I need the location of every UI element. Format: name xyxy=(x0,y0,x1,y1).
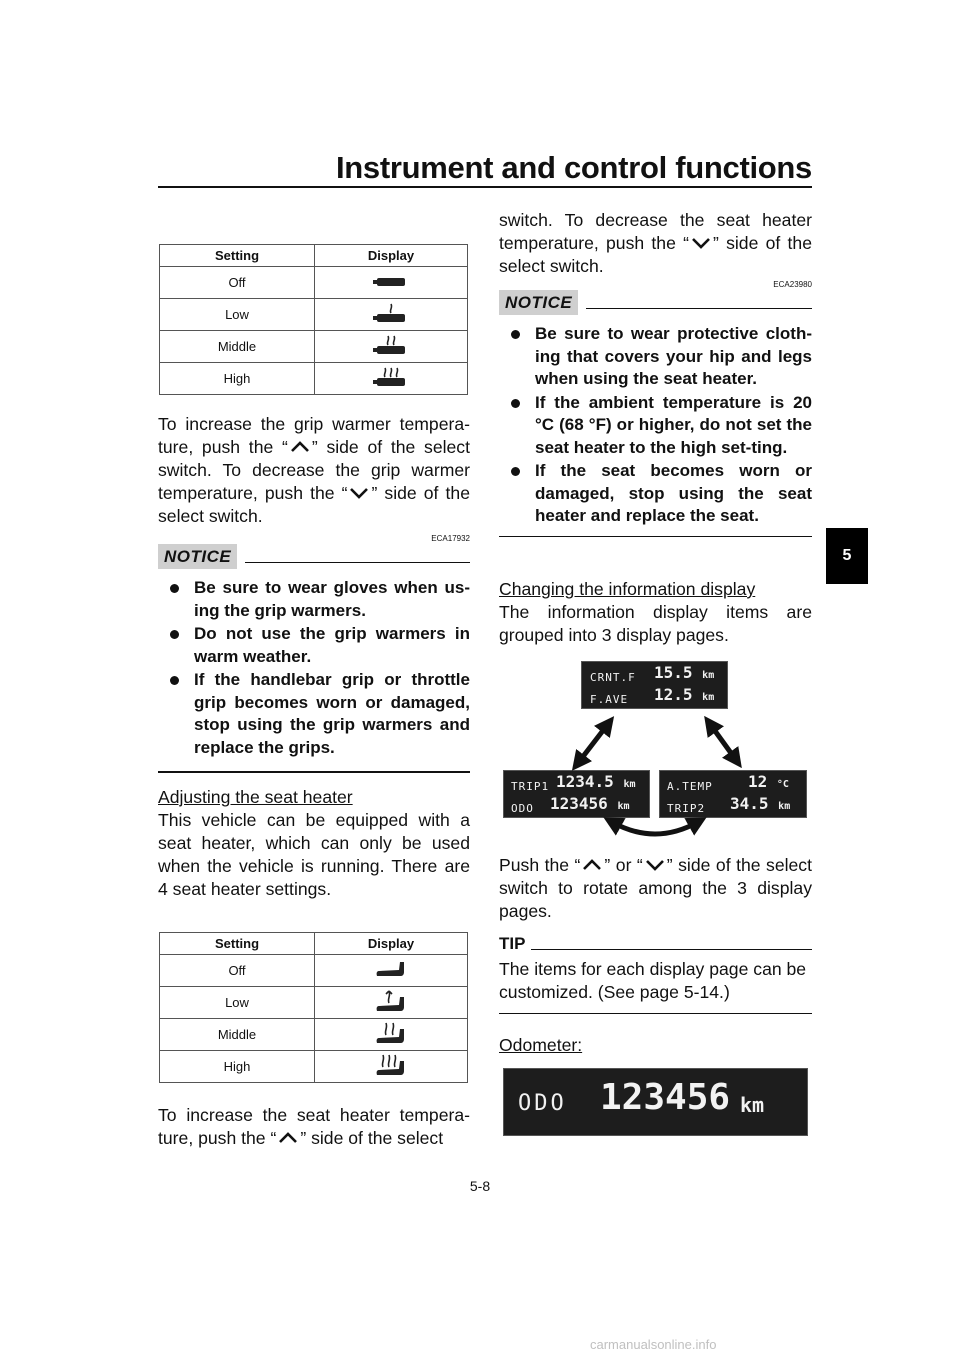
lcd-unit: km xyxy=(702,670,715,681)
table-row xyxy=(160,331,468,363)
notice-item: Be sure to wear gloves when us-ing the grip warmers. xyxy=(158,577,470,622)
table-row xyxy=(160,987,468,1019)
lcd-unit: km xyxy=(778,801,791,812)
setting-cell: Off xyxy=(160,267,315,299)
title-rule xyxy=(158,186,812,188)
chapter-tab: 5 xyxy=(826,528,868,584)
notice-grip xyxy=(158,534,470,773)
page-title: Instrument and control functions xyxy=(335,150,812,185)
lcd-value: 15.5 xyxy=(654,663,693,682)
tip-rule xyxy=(531,949,812,950)
chevron-down-icon xyxy=(347,485,371,501)
lcd-label: TRIP2 xyxy=(667,802,706,815)
grip-middle-icon xyxy=(371,333,411,357)
notice-badge: NOTICE xyxy=(158,544,237,569)
section-body: This vehicle can be equipped with a seat heater, which can only be used when the vehicle is running. There are 4 seat heater settings. xyxy=(158,810,470,899)
setting-cell: Low xyxy=(160,299,315,331)
tip-body: The items for each display page can be customized. (See page 5-14.) xyxy=(499,959,807,1002)
seat-heater-table xyxy=(159,932,468,1083)
lcd-label: TRIP1 xyxy=(511,780,550,793)
lcd-unit: km xyxy=(617,801,630,812)
grip-warmer-table xyxy=(159,244,468,395)
notice-end-rule xyxy=(499,536,812,538)
lcd-unit: °C xyxy=(776,779,789,790)
setting-cell: Middle xyxy=(160,331,315,363)
section-heading: Adjusting the seat heater xyxy=(158,787,353,807)
info-display-section xyxy=(499,578,812,647)
lcd-value: 34.5 xyxy=(730,794,769,813)
setting-cell: High xyxy=(160,1051,315,1083)
seat-high-icon xyxy=(371,1051,411,1079)
seat-text-part: ” side of the select switch. xyxy=(499,233,812,276)
seat-instructions-right xyxy=(499,209,812,278)
notice-code: ECA23980 xyxy=(773,280,812,289)
lcd-value: 123456 xyxy=(550,794,608,813)
seat-middle-icon xyxy=(371,1019,411,1047)
notice-badge: NOTICE xyxy=(499,290,578,315)
chevron-up-icon xyxy=(276,1130,300,1146)
notice-item: If the handlebar grip or throttle grip becomes worn or damaged, stop using the grip warmers and replace the grips. xyxy=(158,669,470,759)
grip-text-part: To increase the grip warmer tempera-ture, push the “ xyxy=(158,414,470,457)
lcd-value: 12 xyxy=(748,772,768,791)
setting-cell: Low xyxy=(160,987,315,1019)
chevron-down-icon xyxy=(689,235,713,251)
notice-seat xyxy=(499,280,812,537)
grip-text-part: ” side of the select switch. To decrease the grip warmer temperature, push the “ xyxy=(158,437,470,503)
rotation-arrows-icon xyxy=(560,708,750,843)
section-heading: Changing the information display xyxy=(499,579,756,599)
seat-text-part: ” side of the select xyxy=(300,1128,444,1148)
seat-text-part: To increase the seat heater tempera-ture, push the “ xyxy=(158,1105,470,1148)
lcd-unit: km xyxy=(623,779,636,790)
watermark: carmanualsonline.info xyxy=(590,1337,717,1352)
chevron-down-icon xyxy=(643,857,667,873)
table-row xyxy=(160,955,468,987)
table-row xyxy=(160,299,468,331)
setting-cell: Middle xyxy=(160,1019,315,1051)
section-body: The information display items are grouped into 3 display pages. xyxy=(499,602,812,645)
table-header: Display xyxy=(315,245,468,267)
rotate-text-part: ” or “ xyxy=(604,855,643,875)
notice-item: Be sure to wear protective cloth-ing that covers your hip and legs when using the seat heater. xyxy=(499,323,812,391)
tip-box xyxy=(499,934,812,1014)
grip-instructions xyxy=(158,413,470,528)
lcd-value: 12.5 xyxy=(654,685,693,704)
table-row xyxy=(160,363,468,395)
seat-instructions-left xyxy=(158,1104,470,1150)
rotate-instructions xyxy=(499,854,812,923)
chevron-up-icon xyxy=(580,857,604,873)
notice-item: Do not use the grip warmers in warm weather. xyxy=(158,623,470,668)
lcd-label: ODO xyxy=(511,802,534,815)
setting-cell: Off xyxy=(160,955,315,987)
odo-value: 123456 xyxy=(600,1077,731,1118)
odo-unit: km xyxy=(740,1093,765,1117)
odo-label: ODO xyxy=(518,1091,567,1116)
tip-end-rule xyxy=(499,1013,812,1014)
page-number: 5-8 xyxy=(469,1178,491,1194)
notice-code: ECA17932 xyxy=(431,534,470,543)
table-header: Display xyxy=(315,933,468,955)
grip-text-part: ” side of the select switch. xyxy=(158,483,470,526)
notice-item: If the seat becomes worn or damaged, stop using the seat heater and replace the seat. xyxy=(499,460,812,528)
notice-end-rule xyxy=(158,771,470,773)
lcd-label: A.TEMP xyxy=(667,780,713,793)
seat-low-icon xyxy=(371,987,411,1015)
odometer-heading-wrap xyxy=(499,1034,812,1057)
odometer-display xyxy=(503,1068,808,1136)
seat-text-part: switch. To decrease the seat heater temperature, push the “ xyxy=(499,210,812,253)
rotate-text-part: Push the “ xyxy=(499,855,581,875)
rotate-text-part: ” side of the select switch to rotate among the 3 display pages. xyxy=(499,855,812,921)
lcd-value: 1234.5 xyxy=(556,772,614,791)
lcd-label: CRNT.F xyxy=(590,671,636,684)
notice-rule xyxy=(586,308,812,310)
chevron-up-icon xyxy=(288,439,312,455)
table-header: Setting xyxy=(160,245,315,267)
lcd-label: F.AVE xyxy=(590,693,629,706)
table-row xyxy=(160,1051,468,1083)
grip-off-icon xyxy=(371,271,411,291)
table-row xyxy=(160,267,468,299)
notice-rule xyxy=(245,562,470,564)
tip-label: TIP xyxy=(499,934,526,953)
table-header: Setting xyxy=(160,933,315,955)
display-page-fuel xyxy=(581,661,728,709)
setting-cell: High xyxy=(160,363,315,395)
grip-high-icon xyxy=(371,365,411,389)
grip-low-icon xyxy=(371,301,411,325)
lcd-unit: km xyxy=(702,692,715,703)
notice-item: If the ambient temperature is 20 °C (68 °F) or higher, do not set the seat heater to the high set-ting. xyxy=(499,392,812,460)
table-row xyxy=(160,1019,468,1051)
section-heading: Odometer: xyxy=(499,1035,583,1055)
seat-off-icon xyxy=(371,956,411,982)
seat-heater-section xyxy=(158,786,470,901)
